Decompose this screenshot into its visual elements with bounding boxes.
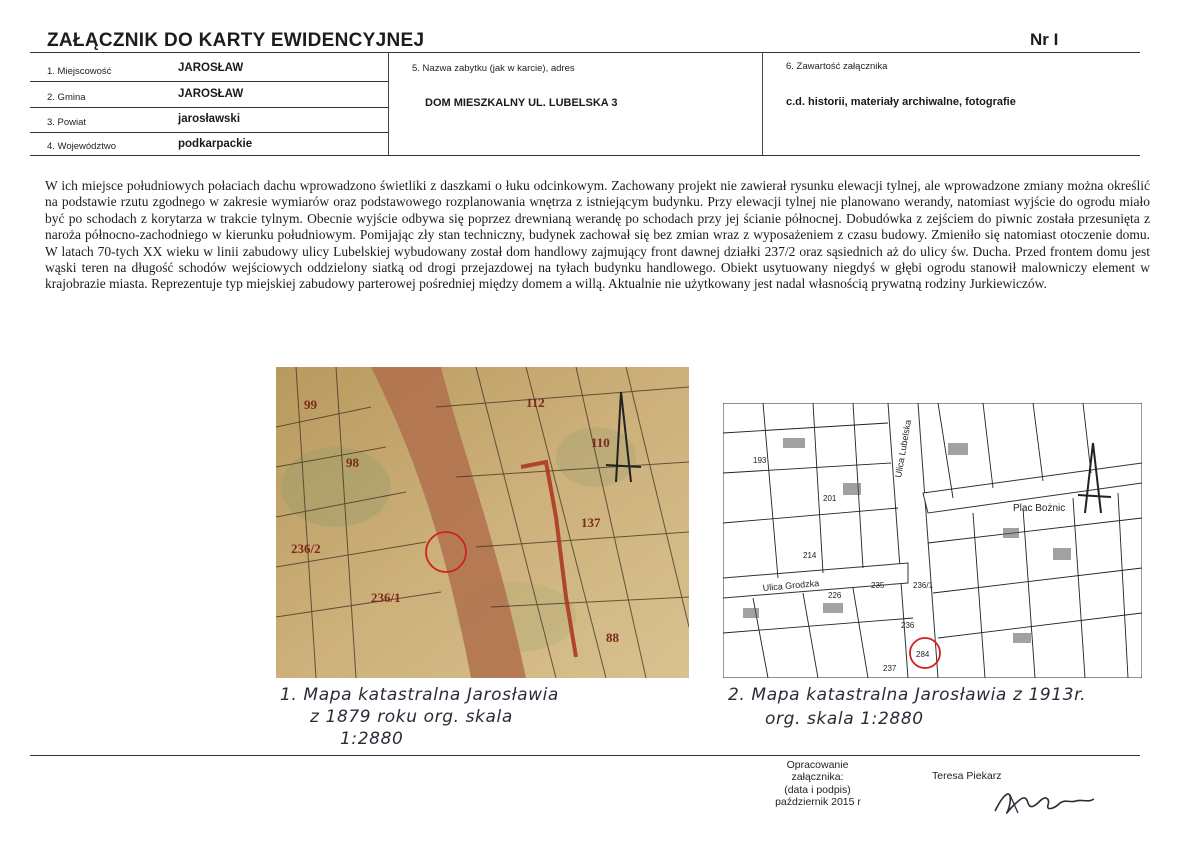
cadastral-map-1879-drawing (276, 367, 689, 678)
footer-rule (30, 755, 1140, 756)
field-label-gmina: 2. Gmina (47, 92, 86, 103)
parcel-label: 201 (823, 494, 837, 503)
map2-caption-line1: 2. Mapa katastralna Jarosławia z 1913r. (728, 685, 1087, 705)
map1-caption-line2: z 1879 roku org. skala (310, 707, 513, 727)
parcel-label: 112 (526, 395, 545, 410)
map2-caption-line2: org. skala 1:2880 (765, 709, 924, 729)
parcel-label: 98 (346, 455, 359, 470)
parcel-label: 236/1 (913, 581, 934, 590)
cadastral-map-1913-drawing (723, 403, 1142, 678)
street-label: Ulica Grodzka (762, 578, 820, 593)
parcel-label: 236/1 (371, 590, 401, 605)
parcel-label: 99 (304, 397, 317, 412)
prepared-label-line: załącznika: (791, 771, 844, 783)
field-value-powiat: jarosławski (178, 113, 241, 125)
parcel-label: 110 (591, 435, 610, 450)
parcel-label: 235 (871, 581, 885, 590)
field-value-gmina: JAROSŁAW (178, 88, 244, 100)
field-label-miejscowosc: 1. Miejscowość (47, 66, 112, 77)
prepared-label-line: (data i podpis) (784, 784, 851, 796)
history-paragraph: W ich miejsce południowych połaciach dachu wprowadzono świetliki z daszkami o łuku odcinkowym. Zachowany projekt nie zawierał rysunku elewacji tylnej, ale wprowadzone zmiany można określić na podstawie rzutu zgodnego w zakresie wymiarów oraz podstawowego rozplanowania wnętrza z istniejącym budynku. Przy elewacji tylnej nie planowano werandy, natomiast wyjście do ogrodu miało być po schodach z korytarza w trakcie tylnym. Obecnie wyjście odbywa się poprzez drewnianą werandę po schodach przy jej ścianie północnej. Dobudówka z zejściem do piwnic została przesunięta z naroża północno-zachodniego w kierunku południowym. Pomijając zły stan techniczny, budynek zachował się bez zmian wraz z wyposażeniem z czasu budowy. Zmieniło się natomiast otoczenie domu. W latach 70-tych XX wieku w linii zabudowy ulicy Lubelskiej wybudowany został dom handlowy zajmujący front dawnej działki 237/2 oraz sąsiednich aż do ulicy św. Ducha. Przed frontem domu jest wąski teren na długość schodów wejściowych oddzielony siatką od drogi przejazdowej na tyłach budynku handlowego. Obiekt usytuowany niegdyś w głębi ogrodu stanowił malowniczy element w krajobrazie miasta. Reprezentuje typ miejskiej zabudowy parterowej pośredniej między domem a willą. Aktualnie nie użytkowany jest nadal własnością prywatną rodziny Jurkiewiczów. (45, 178, 1150, 292)
row-divider (30, 81, 388, 82)
prepared-date: październik 2015 r (775, 796, 861, 808)
document-number: Nr I (1030, 30, 1059, 49)
field-value-wojewodztwo: podkarpackie (178, 138, 253, 150)
author-name: Teresa Piekarz (932, 770, 1002, 782)
map1-caption-line3: 1:2880 (340, 729, 404, 749)
parcel-label: 137 (581, 515, 601, 530)
field-label-powiat: 3. Powiat (47, 117, 87, 128)
field-label-wojewodztwo: 4. Województwo (47, 141, 116, 152)
monument-label: 5. Nazwa zabytku (jak w karcie), adres (412, 63, 575, 74)
map1-caption-line1: 1. Mapa katastralna Jarosławia (280, 685, 559, 705)
parcel-label: 193 (753, 456, 767, 465)
parcel-label: 284 (916, 650, 930, 659)
table-bottom-rule (30, 155, 1140, 156)
contents-value: c.d. historii, materiały archiwalne, fotografie (786, 96, 1016, 108)
parcel-label: 237 (883, 664, 897, 673)
column-divider (762, 52, 763, 155)
signature (990, 785, 1100, 821)
header-rule (30, 52, 1140, 53)
parcel-label: 236 (901, 621, 915, 630)
parcel-label: 236/2 (291, 541, 321, 556)
cadastral-map-1879 (276, 367, 689, 678)
parcel-label: 226 (828, 591, 842, 600)
contents-label: 6. Zawartość załącznika (786, 61, 888, 72)
prepared-label-line: Opracowanie (786, 759, 849, 771)
parcel-label: 88 (606, 630, 619, 645)
cadastral-map-1913 (723, 403, 1142, 678)
street-label: Ulica Lubelska (893, 418, 914, 479)
document-title: ZAŁĄCZNIK DO KARTY EWIDENCYJNEJ (47, 30, 425, 51)
monument-value: DOM MIESZKALNY UL. LUBELSKA 3 (425, 97, 618, 109)
street-label: Plac Bożnic (1013, 503, 1066, 514)
row-divider (30, 132, 388, 133)
column-divider (388, 52, 389, 155)
parcel-label: 214 (803, 551, 817, 560)
row-divider (30, 107, 388, 108)
field-value-miejscowosc: JAROSŁAW (178, 62, 244, 74)
